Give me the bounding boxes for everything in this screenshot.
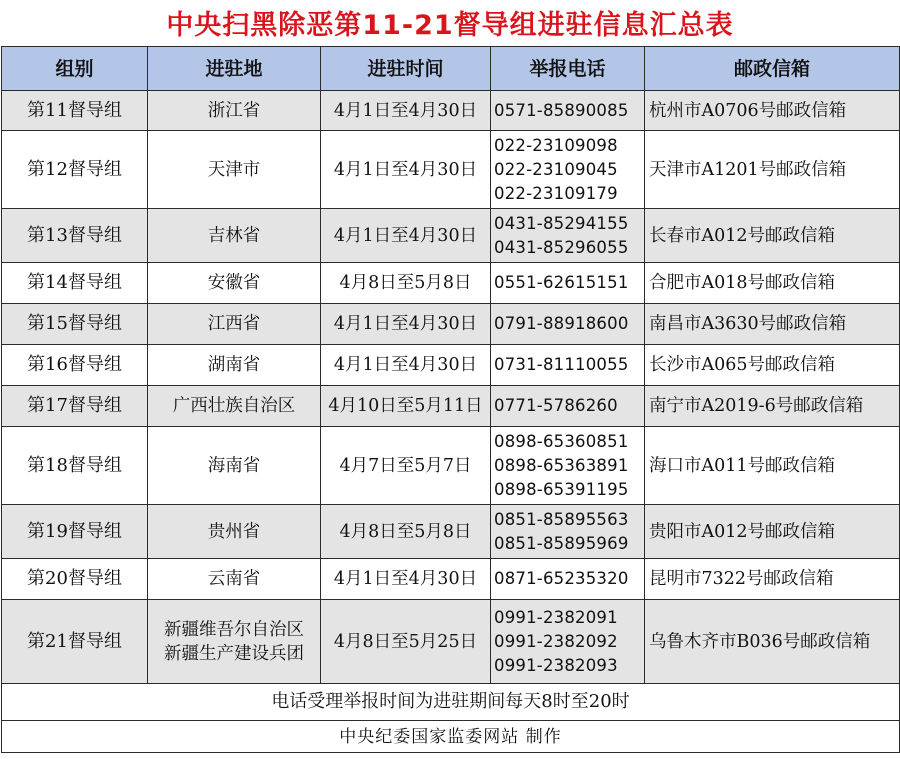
location-line: 安徽省 [207,273,261,293]
source-credit: 中央纪委国家监委网站 制作 [2,721,900,753]
location-cell [148,91,321,131]
table-row [2,209,900,263]
location-line: 贵州省 [207,521,261,542]
credit-row [2,721,900,753]
group-cell: 第15督导组 [2,304,148,345]
location-cell [148,427,321,505]
hotline-hours-note: 电话受理举报时间为进驻期间每天8时至20时 [2,684,900,721]
group-cell: 第14督导组 [2,263,148,304]
header-row [2,47,900,91]
location-cell [148,304,321,345]
phone-cell [491,386,645,427]
header-mailbox: 邮政信箱 [645,47,900,91]
location-cell [148,386,321,427]
group-cell: 第17督导组 [2,386,148,427]
period-cell: 4月1日至4月30日 [321,559,491,600]
phone-number: 0431-85294155 [494,213,629,233]
period-cell: 4月8日至5月8日 [321,263,491,304]
group-cell: 第12督导组 [2,131,148,209]
phone-number: 0991-2382093 [494,655,618,675]
table-row [2,263,900,304]
period-cell: 4月1日至4月30日 [321,345,491,386]
phone-cell [491,131,645,209]
mailbox-cell: 贵阳市A012号邮政信箱 [645,505,900,559]
phone-number: 0991-2382091 [494,607,618,627]
location-line: 新疆生产建设兵团 [164,643,304,664]
group-cell: 第16督导组 [2,345,148,386]
mailbox-cell: 昆明市7322号邮政信箱 [645,559,900,600]
phone-number: 0851-85895969 [494,533,629,553]
period-cell: 4月8日至5月25日 [321,600,491,684]
location-cell [148,600,321,684]
phone-number: 0898-65363891 [494,455,629,475]
group-cell: 第19督导组 [2,505,148,559]
phone-cell [491,505,645,559]
mailbox-cell: 乌鲁木齐市B036号邮政信箱 [645,600,900,684]
mailbox-cell: 长沙市A065号邮政信箱 [645,345,900,386]
period-cell: 4月10日至5月11日 [321,386,491,427]
phone-number: 0991-2382092 [494,631,618,651]
phone-cell [491,209,645,263]
phone-number: 0771-5786260 [494,396,618,415]
table-row [2,559,900,600]
mailbox-cell: 长春市A012号邮政信箱 [645,209,900,263]
period-cell: 4月1日至4月30日 [321,209,491,263]
location-line: 云南省 [207,569,261,589]
phone-cell [491,559,645,600]
phone-number: 0898-65391195 [494,479,629,499]
location-line: 广西壮族自治区 [172,396,296,416]
location-line: 浙江省 [207,100,261,121]
location-line: 天津市 [207,159,261,180]
group-cell: 第13督导组 [2,209,148,263]
table-row [2,600,900,684]
phone-cell [491,427,645,505]
note-row [2,684,900,721]
phone-number: 022-23109045 [494,159,618,179]
page-title: 中央扫黑除恶第11-21督导组进驻信息汇总表 [166,9,734,41]
table-row [2,131,900,209]
table-row [2,427,900,505]
table-row [2,345,900,386]
phone-cell [491,345,645,386]
table-row [2,386,900,427]
location-cell [148,263,321,304]
table-row [2,505,900,559]
phone-number: 0898-65360851 [494,431,629,451]
table-row [2,91,900,131]
location-cell [148,209,321,263]
phone-cell [491,91,645,131]
phone-cell [491,304,645,345]
location-line: 江西省 [207,314,261,334]
period-cell: 4月8日至5月8日 [321,505,491,559]
phone-cell [491,600,645,684]
period-cell: 4月7日至5月7日 [321,427,491,505]
mailbox-cell: 天津市A1201号邮政信箱 [645,131,900,209]
phone-number: 022-23109179 [494,183,618,203]
phone-cell [491,263,645,304]
phone-number: 0871-65235320 [494,569,629,588]
period-cell: 4月1日至4月30日 [321,91,491,131]
location-line: 湖南省 [207,355,261,375]
group-cell: 第20督导组 [2,559,148,600]
period-cell: 4月1日至4月30日 [321,131,491,209]
mailbox-cell: 杭州市A0706号邮政信箱 [645,91,900,131]
location-cell [148,505,321,559]
mailbox-cell: 南宁市A2019-6号邮政信箱 [645,386,900,427]
location-line: 海南省 [207,455,261,476]
location-cell [148,131,321,209]
phone-number: 0731-81110055 [494,355,629,374]
mailbox-cell: 海口市A011号邮政信箱 [645,427,900,505]
phone-number: 0791-88918600 [494,314,629,333]
location-line: 新疆维吾尔自治区 [164,619,304,640]
phone-number: 0571-85890085 [494,100,629,120]
header-phone: 举报电话 [491,47,645,91]
period-cell: 4月1日至4月30日 [321,304,491,345]
group-cell: 第21督导组 [2,600,148,684]
mailbox-cell: 南昌市A3630号邮政信箱 [645,304,900,345]
location-cell [148,559,321,600]
table-row [2,304,900,345]
supervision-table [1,46,900,753]
location-cell [148,345,321,386]
group-cell: 第18督导组 [2,427,148,505]
mailbox-cell: 合肥市A018号邮政信箱 [645,263,900,304]
group-cell: 第11督导组 [2,91,148,131]
location-line: 吉林省 [207,225,261,246]
header-location: 进驻地 [148,47,321,91]
phone-number: 022-23109098 [494,135,618,155]
phone-number: 0851-85895563 [494,509,629,529]
header-group: 组别 [2,47,148,91]
phone-number: 0431-85296055 [494,237,629,257]
phone-number: 0551-62615151 [494,273,629,292]
header-period: 进驻时间 [321,47,491,91]
